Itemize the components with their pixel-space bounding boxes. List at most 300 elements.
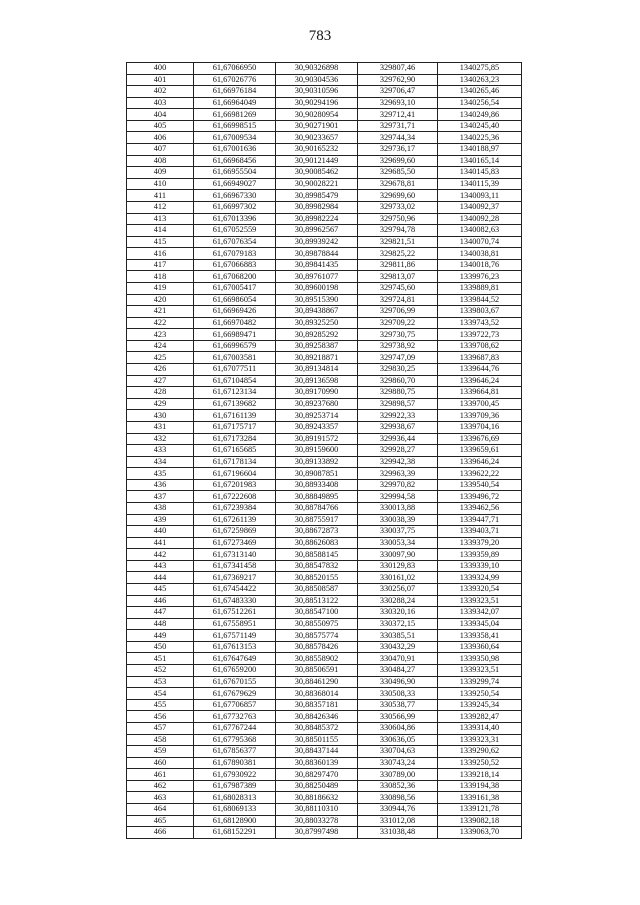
latitude-cell: 61,67767244	[194, 722, 276, 734]
y-coordinate-cell: 1339323,31	[438, 734, 522, 746]
point-number-cell: 427	[127, 375, 194, 387]
table-row	[127, 201, 522, 213]
x-coordinate-cell: 329938,67	[358, 421, 438, 433]
longitude-cell: 30,88426346	[276, 711, 358, 723]
y-coordinate-cell: 1340082,63	[438, 225, 522, 237]
table-row	[127, 641, 522, 653]
y-coordinate-cell: 1339743,52	[438, 317, 522, 329]
y-coordinate-cell: 1339121,78	[438, 804, 522, 816]
table-row	[127, 746, 522, 758]
y-coordinate-cell: 1340093,11	[438, 190, 522, 202]
latitude-cell: 61,67222608	[194, 491, 276, 503]
latitude-cell: 61,67558951	[194, 618, 276, 630]
table-row	[127, 387, 522, 399]
point-number-cell: 437	[127, 491, 194, 503]
table-row	[127, 144, 522, 156]
latitude-cell: 61,66976184	[194, 86, 276, 98]
point-number-cell: 403	[127, 97, 194, 109]
point-number-cell: 446	[127, 595, 194, 607]
table-row	[127, 734, 522, 746]
y-coordinate-cell: 1339976,23	[438, 271, 522, 283]
point-number-cell: 418	[127, 271, 194, 283]
longitude-cell: 30,88575774	[276, 630, 358, 642]
longitude-cell: 30,89841435	[276, 259, 358, 271]
y-coordinate-cell: 1340249,86	[438, 109, 522, 121]
table-row	[127, 665, 522, 677]
y-coordinate-cell: 1339379,20	[438, 537, 522, 549]
y-coordinate-cell: 1340115,39	[438, 178, 522, 190]
y-coordinate-cell: 1339403,71	[438, 526, 522, 538]
point-number-cell: 449	[127, 630, 194, 642]
table-row	[127, 398, 522, 410]
point-number-cell: 445	[127, 584, 194, 596]
latitude-cell: 61,66986054	[194, 294, 276, 306]
table-row	[127, 433, 522, 445]
x-coordinate-cell: 330852,36	[358, 780, 438, 792]
longitude-cell: 30,89285292	[276, 329, 358, 341]
point-number-cell: 416	[127, 248, 194, 260]
table-row	[127, 549, 522, 561]
y-coordinate-cell: 1339345,04	[438, 618, 522, 630]
x-coordinate-cell: 330470,91	[358, 653, 438, 665]
y-coordinate-cell: 1339360,64	[438, 641, 522, 653]
table-row	[127, 317, 522, 329]
longitude-cell: 30,88672873	[276, 526, 358, 538]
table-row	[127, 352, 522, 364]
table-row	[127, 560, 522, 572]
x-coordinate-cell: 329762,90	[358, 74, 438, 86]
longitude-cell: 30,88437144	[276, 746, 358, 758]
y-coordinate-cell: 1339462,56	[438, 502, 522, 514]
table-row	[127, 514, 522, 526]
y-coordinate-cell: 1339540,54	[438, 479, 522, 491]
table-row	[127, 468, 522, 480]
longitude-cell: 30,89982224	[276, 213, 358, 225]
latitude-cell: 61,67123134	[194, 387, 276, 399]
table-row	[127, 502, 522, 514]
longitude-cell: 30,88186632	[276, 792, 358, 804]
table-row	[127, 815, 522, 827]
table-row	[127, 132, 522, 144]
table-row	[127, 630, 522, 642]
longitude-cell: 30,90271901	[276, 120, 358, 132]
y-coordinate-cell: 1339194,38	[438, 780, 522, 792]
point-number-cell: 455	[127, 699, 194, 711]
table-row	[127, 190, 522, 202]
coordinates-table	[126, 62, 522, 839]
longitude-cell: 30,88933408	[276, 479, 358, 491]
x-coordinate-cell: 330898,56	[358, 792, 438, 804]
point-number-cell: 408	[127, 155, 194, 167]
y-coordinate-cell: 1340245,40	[438, 120, 522, 132]
table-row	[127, 722, 522, 734]
point-number-cell: 460	[127, 757, 194, 769]
latitude-cell: 61,67930922	[194, 769, 276, 781]
longitude-cell: 30,88297470	[276, 769, 358, 781]
x-coordinate-cell: 329922,33	[358, 410, 438, 422]
longitude-cell: 30,88461290	[276, 676, 358, 688]
x-coordinate-cell: 329963,39	[358, 468, 438, 480]
latitude-cell: 61,67341458	[194, 560, 276, 572]
x-coordinate-cell: 330566,99	[358, 711, 438, 723]
table-row	[127, 306, 522, 318]
x-coordinate-cell: 329994,58	[358, 491, 438, 503]
latitude-cell: 61,67273469	[194, 537, 276, 549]
point-number-cell: 436	[127, 479, 194, 491]
table-row	[127, 155, 522, 167]
latitude-cell: 61,67201983	[194, 479, 276, 491]
longitude-cell: 30,88033278	[276, 815, 358, 827]
y-coordinate-cell: 1339646,24	[438, 375, 522, 387]
longitude-cell: 30,89258387	[276, 340, 358, 352]
longitude-cell: 30,89515390	[276, 294, 358, 306]
y-coordinate-cell: 1340092,37	[438, 201, 522, 213]
point-number-cell: 440	[127, 526, 194, 538]
longitude-cell: 30,89985479	[276, 190, 358, 202]
x-coordinate-cell: 329880,75	[358, 387, 438, 399]
point-number-cell: 462	[127, 780, 194, 792]
table-row	[127, 375, 522, 387]
x-coordinate-cell: 329830,25	[358, 364, 438, 376]
point-number-cell: 442	[127, 549, 194, 561]
x-coordinate-cell: 330508,33	[358, 688, 438, 700]
y-coordinate-cell: 1339290,62	[438, 746, 522, 758]
y-coordinate-cell: 1339320,54	[438, 584, 522, 596]
x-coordinate-cell: 330944,76	[358, 804, 438, 816]
latitude-cell: 61,67647649	[194, 653, 276, 665]
longitude-cell: 30,87997498	[276, 827, 358, 839]
point-number-cell: 447	[127, 607, 194, 619]
x-coordinate-cell: 330604,86	[358, 722, 438, 734]
table-row	[127, 618, 522, 630]
longitude-cell: 30,90304536	[276, 74, 358, 86]
table-row	[127, 421, 522, 433]
point-number-cell: 412	[127, 201, 194, 213]
longitude-cell: 30,89159600	[276, 445, 358, 457]
y-coordinate-cell: 1339687,83	[438, 352, 522, 364]
longitude-cell: 30,88508587	[276, 584, 358, 596]
x-coordinate-cell: 330704,63	[358, 746, 438, 758]
point-number-cell: 419	[127, 282, 194, 294]
point-number-cell: 415	[127, 236, 194, 248]
x-coordinate-cell: 331012,08	[358, 815, 438, 827]
latitude-cell: 61,68152291	[194, 827, 276, 839]
x-coordinate-cell: 329736,17	[358, 144, 438, 156]
y-coordinate-cell: 1339644,76	[438, 364, 522, 376]
longitude-cell: 30,89136598	[276, 375, 358, 387]
y-coordinate-cell: 1339161,38	[438, 792, 522, 804]
table-row	[127, 688, 522, 700]
longitude-cell: 30,89237680	[276, 398, 358, 410]
table-row	[127, 329, 522, 341]
x-coordinate-cell: 329811,86	[358, 259, 438, 271]
longitude-cell: 30,88558902	[276, 653, 358, 665]
point-number-cell: 406	[127, 132, 194, 144]
x-coordinate-cell: 329807,46	[358, 63, 438, 75]
y-coordinate-cell: 1339447,71	[438, 514, 522, 526]
x-coordinate-cell: 330097,90	[358, 549, 438, 561]
longitude-cell: 30,89243357	[276, 421, 358, 433]
point-number-cell: 433	[127, 445, 194, 457]
table-row	[127, 340, 522, 352]
y-coordinate-cell: 1339844,52	[438, 294, 522, 306]
y-coordinate-cell: 1339245,34	[438, 699, 522, 711]
point-number-cell: 452	[127, 665, 194, 677]
longitude-cell: 30,88513122	[276, 595, 358, 607]
longitude-cell: 30,88578426	[276, 641, 358, 653]
longitude-cell: 30,90280954	[276, 109, 358, 121]
x-coordinate-cell: 330496,90	[358, 676, 438, 688]
point-number-cell: 466	[127, 827, 194, 839]
longitude-cell: 30,88485372	[276, 722, 358, 734]
page-number: 783	[308, 28, 332, 44]
x-coordinate-cell: 330538,77	[358, 699, 438, 711]
point-number-cell: 400	[127, 63, 194, 75]
point-number-cell: 463	[127, 792, 194, 804]
point-number-cell: 401	[127, 74, 194, 86]
table-row	[127, 74, 522, 86]
longitude-cell: 30,88547832	[276, 560, 358, 572]
y-coordinate-cell: 1339659,61	[438, 445, 522, 457]
point-number-cell: 431	[127, 421, 194, 433]
longitude-cell: 30,90121449	[276, 155, 358, 167]
y-coordinate-cell: 1339299,74	[438, 676, 522, 688]
point-number-cell: 424	[127, 340, 194, 352]
latitude-cell: 61,67856377	[194, 746, 276, 758]
longitude-cell: 30,89761077	[276, 271, 358, 283]
longitude-cell: 30,89087851	[276, 468, 358, 480]
x-coordinate-cell: 329860,70	[358, 375, 438, 387]
x-coordinate-cell: 331038,48	[358, 827, 438, 839]
latitude-cell: 61,67003581	[194, 352, 276, 364]
table-row	[127, 259, 522, 271]
latitude-cell: 61,67068200	[194, 271, 276, 283]
point-number-cell: 407	[127, 144, 194, 156]
x-coordinate-cell: 329678,81	[358, 178, 438, 190]
table-row	[127, 248, 522, 260]
latitude-cell: 61,66955504	[194, 167, 276, 179]
x-coordinate-cell: 330288,24	[358, 595, 438, 607]
longitude-cell: 30,89600198	[276, 282, 358, 294]
y-coordinate-cell: 1340188,97	[438, 144, 522, 156]
point-number-cell: 425	[127, 352, 194, 364]
latitude-cell: 61,68028313	[194, 792, 276, 804]
latitude-cell: 61,68069133	[194, 804, 276, 816]
point-number-cell: 439	[127, 514, 194, 526]
latitude-cell: 61,67679629	[194, 688, 276, 700]
point-number-cell: 444	[127, 572, 194, 584]
table-row	[127, 120, 522, 132]
latitude-cell: 61,67173284	[194, 433, 276, 445]
table-row	[127, 607, 522, 619]
longitude-cell: 30,88626083	[276, 537, 358, 549]
table-row	[127, 572, 522, 584]
x-coordinate-cell: 330013,88	[358, 502, 438, 514]
point-number-cell: 434	[127, 456, 194, 468]
longitude-cell: 30,88110310	[276, 804, 358, 816]
table-row	[127, 445, 522, 457]
x-coordinate-cell: 330484,27	[358, 665, 438, 677]
latitude-cell: 61,66949027	[194, 178, 276, 190]
longitude-cell: 30,88501155	[276, 734, 358, 746]
y-coordinate-cell: 1339646,24	[438, 456, 522, 468]
point-number-cell: 429	[127, 398, 194, 410]
longitude-cell: 30,89962567	[276, 225, 358, 237]
longitude-cell: 30,88784766	[276, 502, 358, 514]
latitude-cell: 61,67066883	[194, 259, 276, 271]
x-coordinate-cell: 329731,71	[358, 120, 438, 132]
table-row	[127, 584, 522, 596]
latitude-cell: 61,67161139	[194, 410, 276, 422]
x-coordinate-cell: 329699,60	[358, 155, 438, 167]
point-number-cell: 441	[127, 537, 194, 549]
latitude-cell: 61,66981269	[194, 109, 276, 121]
longitude-cell: 30,88506591	[276, 665, 358, 677]
y-coordinate-cell: 1339339,10	[438, 560, 522, 572]
y-coordinate-cell: 1339342,07	[438, 607, 522, 619]
longitude-cell: 30,90294196	[276, 97, 358, 109]
x-coordinate-cell: 330743,24	[358, 757, 438, 769]
x-coordinate-cell: 329928,27	[358, 445, 438, 457]
x-coordinate-cell: 330385,51	[358, 630, 438, 642]
latitude-cell: 61,67175717	[194, 421, 276, 433]
table-row	[127, 294, 522, 306]
longitude-cell: 30,88368014	[276, 688, 358, 700]
y-coordinate-cell: 1339218,14	[438, 769, 522, 781]
y-coordinate-cell: 1339496,72	[438, 491, 522, 503]
point-number-cell: 423	[127, 329, 194, 341]
latitude-cell: 61,67076354	[194, 236, 276, 248]
latitude-cell: 61,67052559	[194, 225, 276, 237]
longitude-cell: 30,89438867	[276, 306, 358, 318]
table-row	[127, 86, 522, 98]
table-row	[127, 526, 522, 538]
latitude-cell: 61,67732763	[194, 711, 276, 723]
latitude-cell: 61,66997302	[194, 201, 276, 213]
point-number-cell: 443	[127, 560, 194, 572]
table-row	[127, 178, 522, 190]
latitude-cell: 61,67795368	[194, 734, 276, 746]
latitude-cell: 61,66989471	[194, 329, 276, 341]
x-coordinate-cell: 330636,05	[358, 734, 438, 746]
table-row	[127, 595, 522, 607]
point-number-cell: 426	[127, 364, 194, 376]
y-coordinate-cell: 1339664,81	[438, 387, 522, 399]
latitude-cell: 61,67001636	[194, 144, 276, 156]
latitude-cell: 61,66968456	[194, 155, 276, 167]
longitude-cell: 30,88547100	[276, 607, 358, 619]
y-coordinate-cell: 1340018,76	[438, 259, 522, 271]
latitude-cell: 61,67261139	[194, 514, 276, 526]
table-row	[127, 711, 522, 723]
y-coordinate-cell: 1339323,51	[438, 665, 522, 677]
point-number-cell: 448	[127, 618, 194, 630]
y-coordinate-cell: 1340225,36	[438, 132, 522, 144]
table-row	[127, 109, 522, 121]
x-coordinate-cell: 330129,83	[358, 560, 438, 572]
point-number-cell: 438	[127, 502, 194, 514]
table-row	[127, 213, 522, 225]
x-coordinate-cell: 329794,78	[358, 225, 438, 237]
longitude-cell: 30,89218871	[276, 352, 358, 364]
longitude-cell: 30,89878844	[276, 248, 358, 260]
x-coordinate-cell: 329730,75	[358, 329, 438, 341]
point-number-cell: 435	[127, 468, 194, 480]
table-row	[127, 757, 522, 769]
x-coordinate-cell: 329712,41	[358, 109, 438, 121]
x-coordinate-cell: 330789,00	[358, 769, 438, 781]
x-coordinate-cell: 329747,09	[358, 352, 438, 364]
x-coordinate-cell: 329821,51	[358, 236, 438, 248]
table-row	[127, 225, 522, 237]
longitude-cell: 30,89325250	[276, 317, 358, 329]
longitude-cell: 30,88250489	[276, 780, 358, 792]
point-number-cell: 404	[127, 109, 194, 121]
latitude-cell: 61,67178134	[194, 456, 276, 468]
longitude-cell: 30,90326898	[276, 63, 358, 75]
x-coordinate-cell: 329745,60	[358, 282, 438, 294]
longitude-cell: 30,88357181	[276, 699, 358, 711]
latitude-cell: 61,67259869	[194, 526, 276, 538]
longitude-cell: 30,89191572	[276, 433, 358, 445]
latitude-cell: 61,67890381	[194, 757, 276, 769]
latitude-cell: 61,67571149	[194, 630, 276, 642]
point-number-cell: 461	[127, 769, 194, 781]
y-coordinate-cell: 1339704,16	[438, 421, 522, 433]
point-number-cell: 430	[127, 410, 194, 422]
point-number-cell: 411	[127, 190, 194, 202]
latitude-cell: 61,67165685	[194, 445, 276, 457]
latitude-cell: 61,66969426	[194, 306, 276, 318]
x-coordinate-cell: 329685,50	[358, 167, 438, 179]
point-number-cell: 457	[127, 722, 194, 734]
latitude-cell: 61,67239384	[194, 502, 276, 514]
point-number-cell: 420	[127, 294, 194, 306]
table-row	[127, 769, 522, 781]
y-coordinate-cell: 1340070,74	[438, 236, 522, 248]
x-coordinate-cell: 329709,22	[358, 317, 438, 329]
table-row	[127, 167, 522, 179]
table-row	[127, 699, 522, 711]
latitude-cell: 61,67454422	[194, 584, 276, 596]
y-coordinate-cell: 1339622,22	[438, 468, 522, 480]
longitude-cell: 30,88550975	[276, 618, 358, 630]
point-number-cell: 432	[127, 433, 194, 445]
longitude-cell: 30,88360139	[276, 757, 358, 769]
latitude-cell: 61,67066950	[194, 63, 276, 75]
longitude-cell: 30,90310596	[276, 86, 358, 98]
latitude-cell: 61,67613153	[194, 641, 276, 653]
x-coordinate-cell: 330432,29	[358, 641, 438, 653]
latitude-cell: 61,66967330	[194, 190, 276, 202]
x-coordinate-cell: 329942,38	[358, 456, 438, 468]
x-coordinate-cell: 329970,82	[358, 479, 438, 491]
longitude-cell: 30,88588145	[276, 549, 358, 561]
longitude-cell: 30,89133892	[276, 456, 358, 468]
table-row	[127, 676, 522, 688]
point-number-cell: 454	[127, 688, 194, 700]
table-row	[127, 456, 522, 468]
y-coordinate-cell: 1340275,85	[438, 63, 522, 75]
x-coordinate-cell: 329693,10	[358, 97, 438, 109]
point-number-cell: 410	[127, 178, 194, 190]
latitude-cell: 61,67512261	[194, 607, 276, 619]
x-coordinate-cell: 330038,39	[358, 514, 438, 526]
point-number-cell: 409	[127, 167, 194, 179]
y-coordinate-cell: 1339359,89	[438, 549, 522, 561]
y-coordinate-cell: 1340263,23	[438, 74, 522, 86]
longitude-cell: 30,89253714	[276, 410, 358, 422]
